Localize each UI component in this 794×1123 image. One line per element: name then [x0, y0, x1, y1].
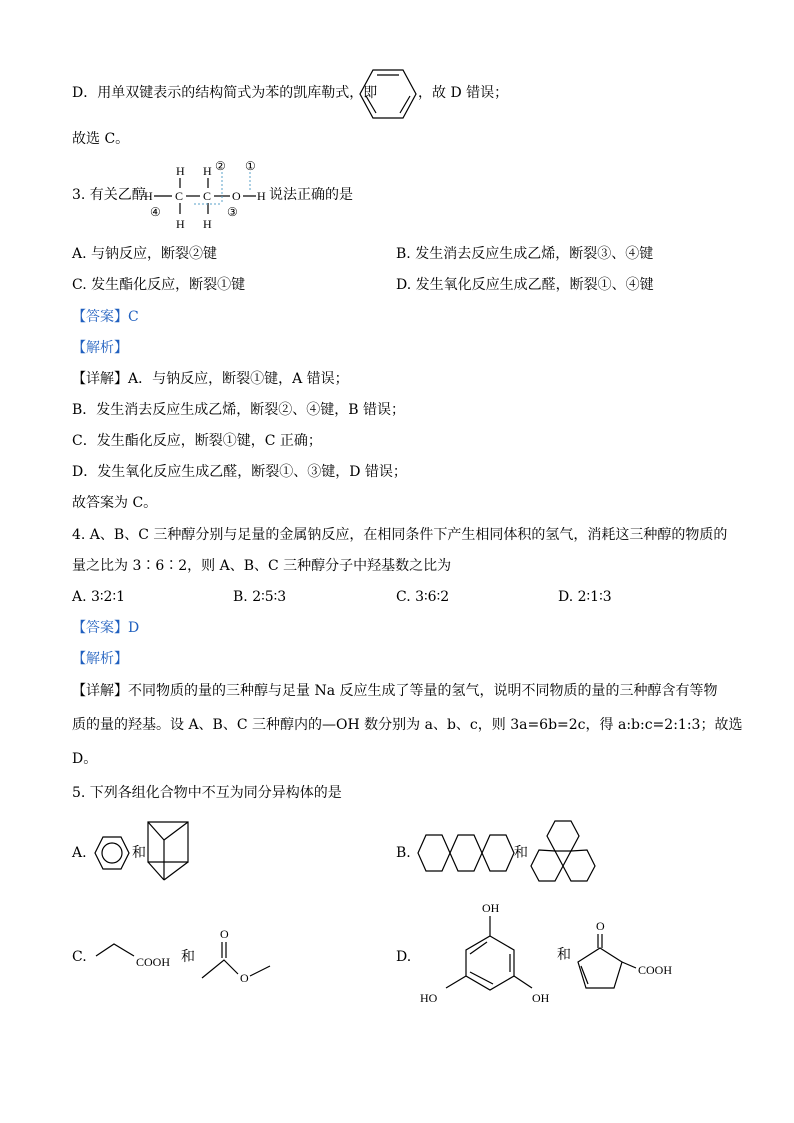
methyl-acetate-icon [198, 928, 274, 984]
and-text: 和 [514, 845, 528, 861]
atom-label: H [144, 189, 153, 203]
bond-number: ③ [227, 205, 238, 219]
benzene-kekule-icon [358, 68, 418, 120]
option-b: B. [396, 845, 411, 861]
group-label: COOH [638, 963, 673, 977]
propanoic-acid-icon [94, 936, 184, 976]
detail-line: 质的量的羟基。设 A、B、C 三种醇内的—OH 数分别为 a、b、c，则 3a=6b=2c，得 a:b:c=2:1:3；故选 [72, 717, 743, 733]
atom-label: H [257, 189, 266, 203]
atom-label: O [240, 971, 249, 985]
atom-label: H [203, 164, 212, 178]
answer-label: 【答案】C [72, 309, 139, 325]
detail-line: 【详解】A．与钠反应，断裂①键，A 错误； [72, 371, 349, 387]
question-5: 5. 下列各组化合物中不互为同分异构体的是 [72, 785, 342, 801]
prismane-icon [144, 818, 194, 884]
detail-line: D．发生氧化反应生成乙醛，断裂①、③键，D 错误； [72, 464, 407, 480]
analysis-label: 【解析】 [72, 651, 128, 667]
analysis-label: 【解析】 [72, 340, 128, 356]
text-line: 故选 C。 [72, 131, 130, 147]
atom-label: C [203, 189, 212, 203]
atom-label: H [176, 217, 185, 231]
cyclopentenone-acid-icon [570, 918, 680, 998]
option-c: C. 3∶6∶2 [396, 589, 450, 605]
detail-line: D。 [72, 751, 98, 767]
bond-number: ① [245, 159, 256, 173]
text-line: ，故 D 错误； [418, 85, 509, 101]
text-line: D．用单双键表示的结构简式为苯的凯库勒式，即 [72, 85, 378, 101]
option-d: D. [396, 949, 412, 965]
option-a: A. 3∶2∶1 [72, 589, 126, 605]
option-d: D. 发生氧化反应生成乙醛，断裂①、④键 [396, 277, 654, 293]
phloroglucinol-icon [418, 900, 558, 1010]
atom-label: H [176, 164, 185, 178]
group-label: HO [420, 991, 438, 1005]
group-label: OH [482, 901, 500, 915]
group-label: OH [532, 991, 550, 1005]
option-a: A. [72, 845, 87, 861]
atom-label: C [175, 189, 184, 203]
phenalene-saturated-icon [530, 820, 596, 882]
detail-line: 故答案为 C。 [72, 495, 158, 511]
ethanol-structure [144, 158, 274, 230]
and-text: 和 [557, 947, 571, 963]
atom-label: H [203, 217, 212, 231]
option-c: C. [72, 949, 87, 965]
question-3-prefix: 3. 有关乙醇 [72, 187, 146, 203]
and-text: 和 [181, 949, 195, 965]
bond-number: ② [215, 159, 226, 173]
bond-number: ④ [150, 205, 161, 219]
detail-line: 【详解】不同物质的量的三种醇与足量 Na 反应生成了等量的氢气，说明不同物质的量的三种醇含有等物 [72, 683, 718, 699]
detail-line: B．发生消去反应生成乙烯，断裂②、④键，B 错误； [72, 402, 406, 418]
detail-line: C．发生酯化反应，断裂①键，C 正确； [72, 433, 322, 449]
answer-label: 【答案】D [72, 620, 140, 636]
question-3-suffix: 说法正确的是 [269, 187, 353, 203]
option-b: B. 发生消去反应生成乙烯，断裂③、④键 [396, 246, 654, 262]
atom-label: O [232, 189, 241, 203]
group-label: COOH [136, 955, 171, 969]
benzene-icon [94, 836, 130, 870]
anthracene-saturated-icon [418, 833, 514, 873]
question-4-line1: 4. A、B、C 三种醇分别与足量的金属钠反应，在相同条件下产生相同体积的氢气，消耗这三种醇的物质的 [72, 527, 728, 543]
option-a: A. 与钠反应，断裂②键 [72, 246, 218, 262]
question-4-line2: 量之比为 3∶6∶2，则 A、B、C 三种醇分子中羟基数之比为 [72, 558, 452, 574]
and-text: 和 [132, 845, 146, 861]
option-c: C. 发生酯化反应，断裂①键 [72, 277, 246, 293]
option-b: B. 2∶5∶3 [233, 589, 287, 605]
option-d: D. 2∶1∶3 [558, 589, 612, 605]
atom-label: O [596, 919, 605, 933]
atom-label: O [220, 927, 229, 941]
